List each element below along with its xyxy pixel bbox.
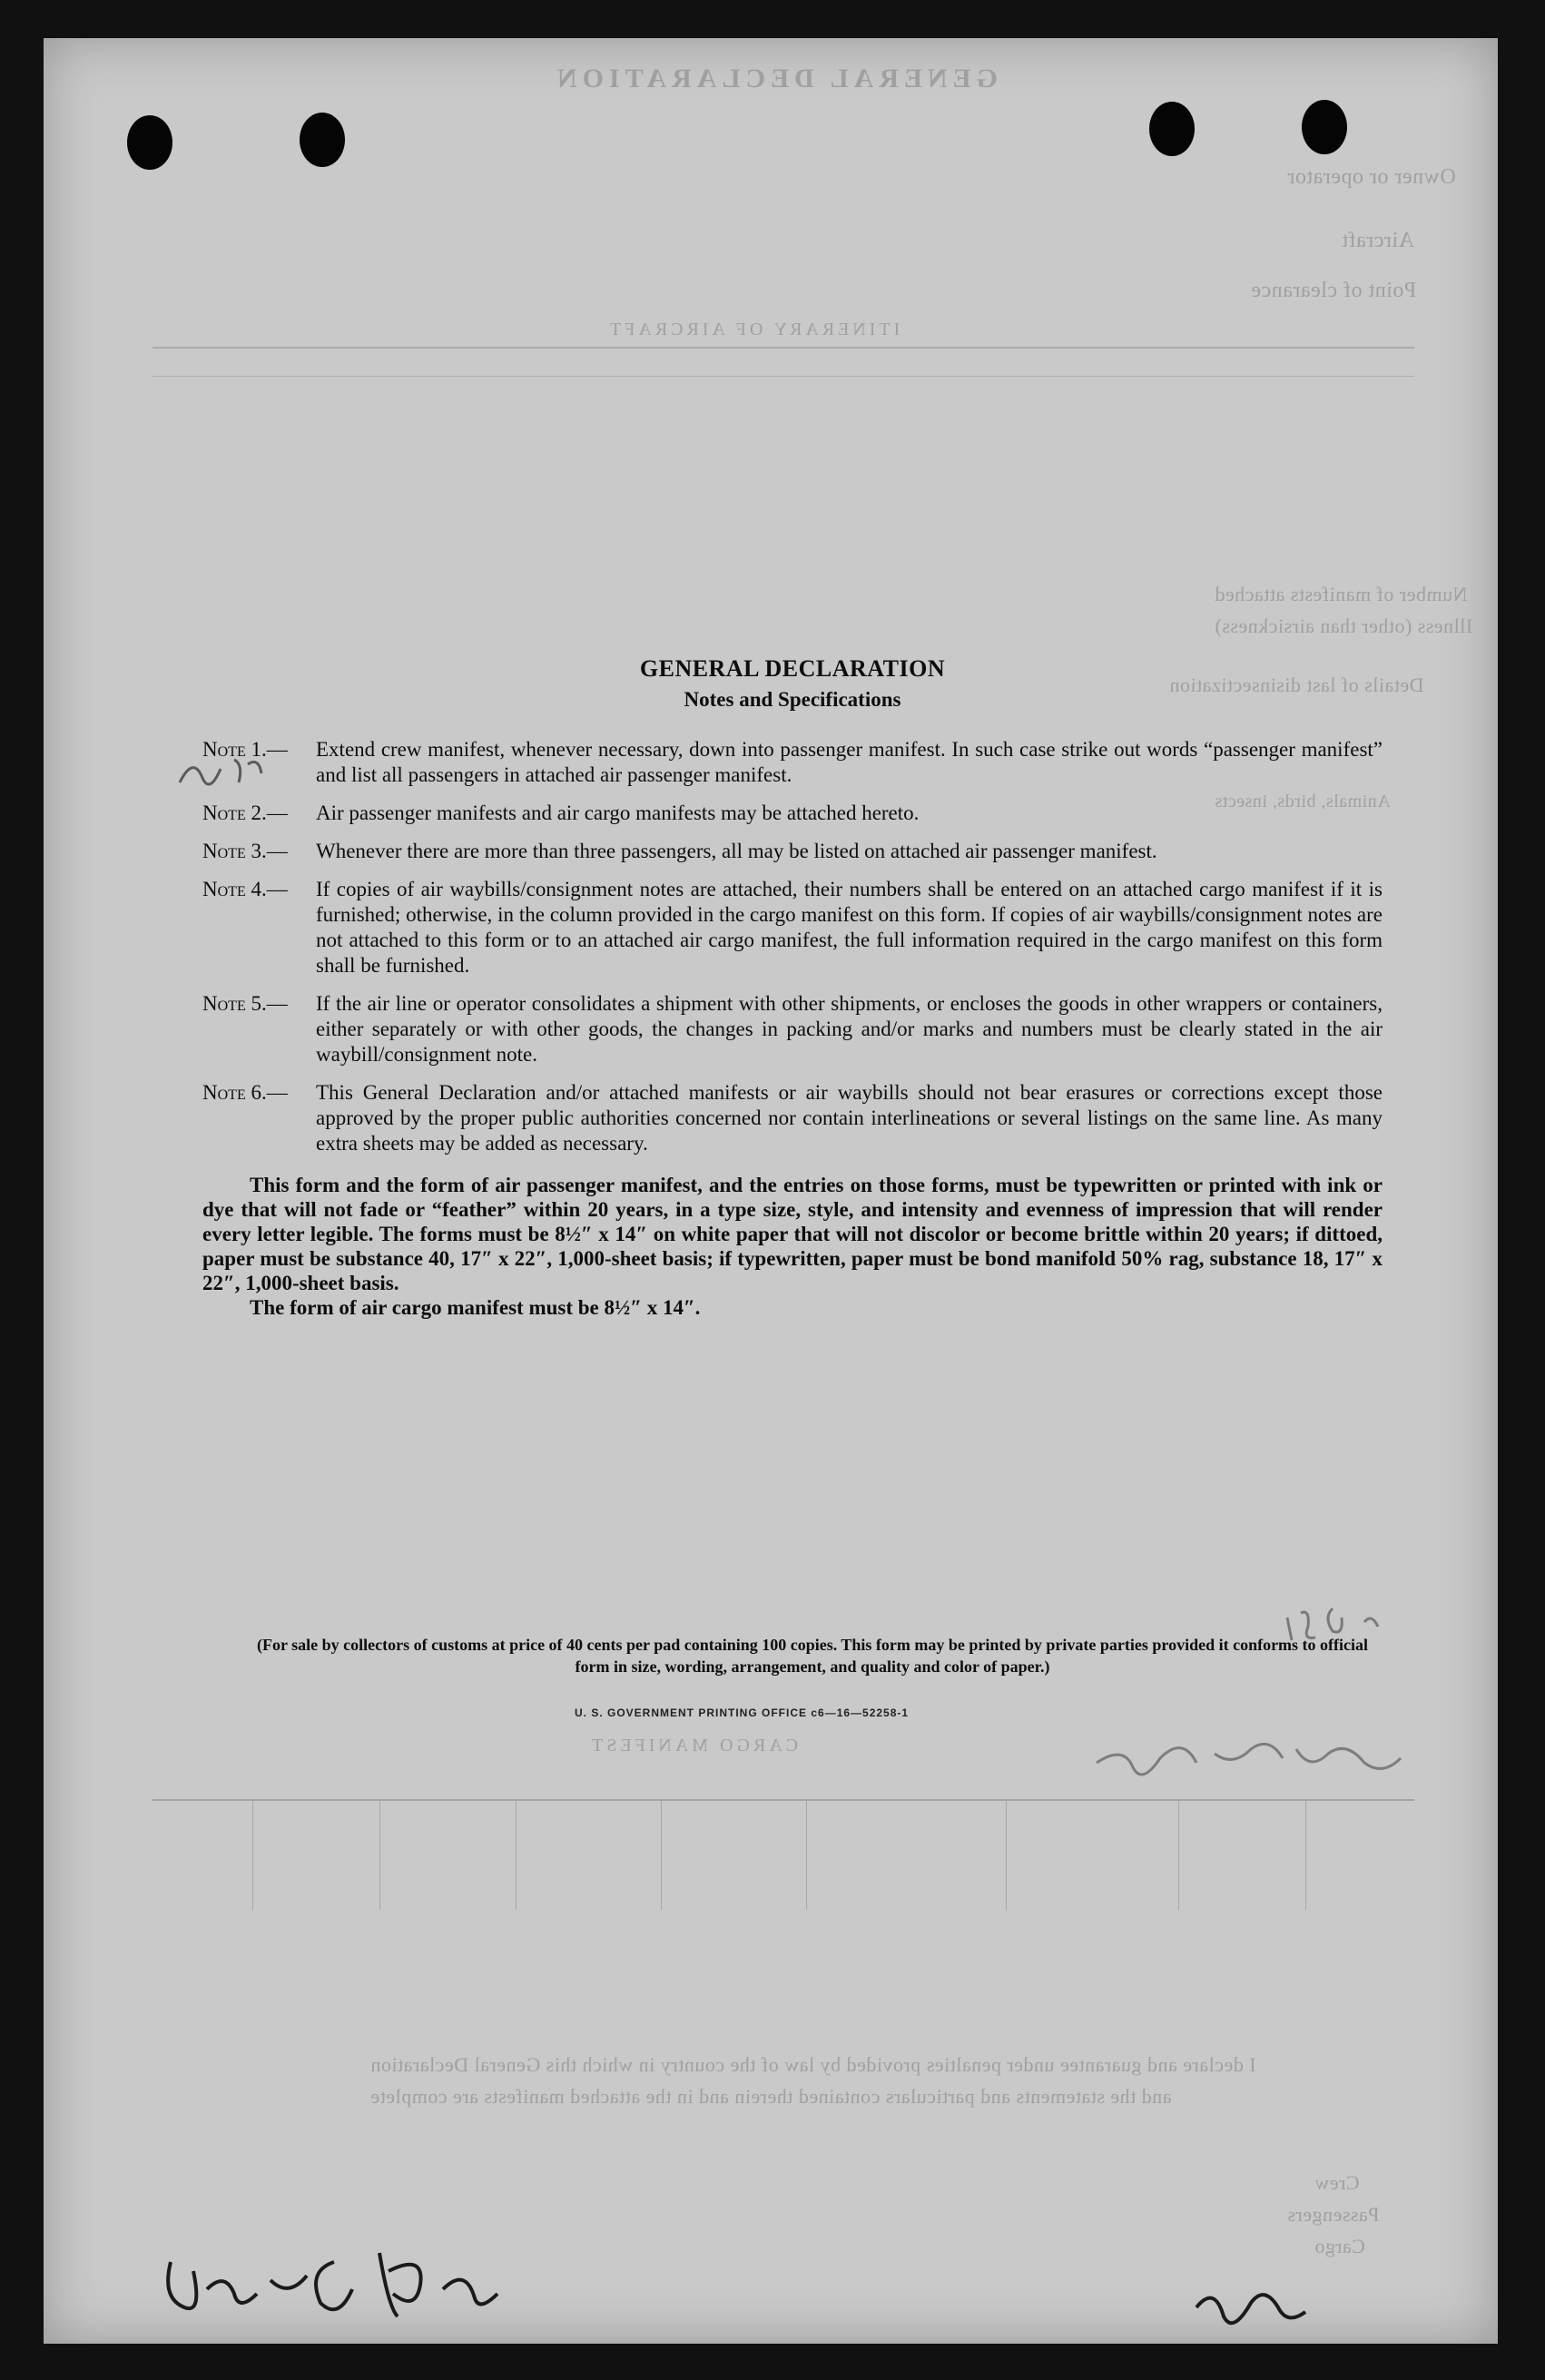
note-text: Whenever there are more than three passengers, all may be listed on attached air passenger manifest. <box>316 840 1157 862</box>
punch-hole <box>300 113 345 167</box>
note-label: Note 6.— <box>202 1081 288 1104</box>
bleedthrough-rule <box>153 347 1414 349</box>
bleedthrough-cargo-table <box>153 1799 1414 1937</box>
handwritten-signature <box>153 2235 516 2335</box>
specifications-paragraph: This form and the form of air passenger manifest, and the entries on those forms, must be typewritten or printed with ink or dye that will not fade or “feather” within 20 years, in a type size, style, and intensity and evenness of impression that will render every letter legible. The forms must be 8½″ x 14″ on white paper that will not discolor or become brittle within 20 years; if dittoed, paper must be substance 40, 17″ x 22″, 1,000-sheet basis; if typewritten, paper must be bond manifold 50% rag, substance 18, 17″ x 22″, 1,000-sheet basis. <box>202 1174 1383 1294</box>
handwritten-signature <box>1087 1726 1451 1790</box>
bleedthrough-text: Number of manifests attached <box>1215 583 1468 605</box>
note-6 <box>202 1080 1383 1156</box>
bleedthrough-text: Details of last disinsectization <box>1169 674 1424 696</box>
bleedthrough-text: Animals, birds, insects <box>1215 792 1391 811</box>
note-text: If copies of air waybills/consignment notes are attached, their numbers shall be entered on an attached cargo manifest if it is furnished; otherwise, in the column provided in the cargo manifest on this form. If copies of air waybills/consignment notes are not attached to this form or to an attached air cargo manifest, the full information required in the cargo manifest on this form shall be furnished. <box>316 878 1383 977</box>
note-label: Note 5.— <box>202 992 288 1015</box>
note-4 <box>202 877 1383 979</box>
bleedthrough-text: ITINERARY OF AIRCRAFT <box>606 320 900 339</box>
punch-hole <box>127 115 172 170</box>
note-1 <box>202 737 1383 788</box>
bleedthrough-text: Crew <box>1314 2171 1360 2194</box>
bleedthrough-rule <box>153 376 1414 377</box>
note-label: Note 3.— <box>202 840 288 862</box>
bleedthrough-text: Point of clearance <box>1251 279 1417 302</box>
note-text: Air passenger manifests and air cargo manifests may be attached hereto. <box>316 802 920 824</box>
bleedthrough-text: and the statements and particulars contained therein and in the attached manifests are complete <box>370 2085 1172 2108</box>
document-subtitle: Notes and Specifications <box>684 688 901 711</box>
handwritten-mark <box>1278 1590 1442 1672</box>
bleedthrough-text: CARGO MANIFEST <box>588 1736 799 1755</box>
punch-hole <box>1302 100 1347 154</box>
sale-notice: (For sale by collectors of customs at price of 40 cents per pad containing 100 copies. This form may be printed by private parties provided it conforms to official form in size, wording, arrangement, and quality and color of paper.) <box>256 1636 1369 1676</box>
bleedthrough-text: Illness (other than airsickness) <box>1215 615 1473 637</box>
bleedthrough-text: Owner or operator <box>1287 165 1456 189</box>
note-label: Note 2.— <box>202 802 288 824</box>
bleedthrough-header: GENERAL DECLARATION <box>552 64 999 93</box>
note-label: Note 1.— <box>202 738 288 761</box>
cargo-size-line: The form of air cargo manifest must be 8½″ x 14″. <box>250 1296 701 1319</box>
note-text: If the air line or operator consolidates a shipment with other shipments, or encloses the goods in other wrappers or containers, either separately or with other goods, the changes in packing and/or marks and numbers must be clearly stated in the air waybill/consignment note. <box>316 992 1383 1066</box>
bleedthrough-text: Passengers <box>1287 2203 1380 2226</box>
note-5 <box>202 991 1383 1067</box>
handwritten-mark <box>1187 2271 1314 2335</box>
bleedthrough-text: I declare and guarantee under penalties provided by law of the country in which this General Declaration <box>370 2053 1256 2076</box>
notes-section <box>202 655 1383 1320</box>
document-title: GENERAL DECLARATION <box>639 655 946 682</box>
note-text: This General Declaration and/or attached manifests or air waybills should not bear erasures or corrections except those approved by the proper public authorities concerned nor contain interlineations or several listings on the same line. As many extra sheets may be added as necessary. <box>316 1081 1383 1155</box>
note-text: Extend crew manifest, whenever necessary, down into passenger manifest. In such case strike out words “passenger manifest” and list all passengers in attached air passenger manifest. <box>316 738 1383 786</box>
document-page <box>44 38 1498 2344</box>
note-2 <box>202 801 1383 826</box>
note-3 <box>202 839 1383 864</box>
handwritten-mark <box>171 746 280 801</box>
punch-hole <box>1149 102 1195 156</box>
note-label: Note 4.— <box>202 878 288 900</box>
bleedthrough-text: Cargo <box>1314 2235 1365 2257</box>
printing-office-line: U. S. GOVERNMENT PRINTING OFFICE c6—16—52258-1 <box>575 1706 910 1719</box>
bleedthrough-text: Aircraft <box>1342 229 1414 252</box>
